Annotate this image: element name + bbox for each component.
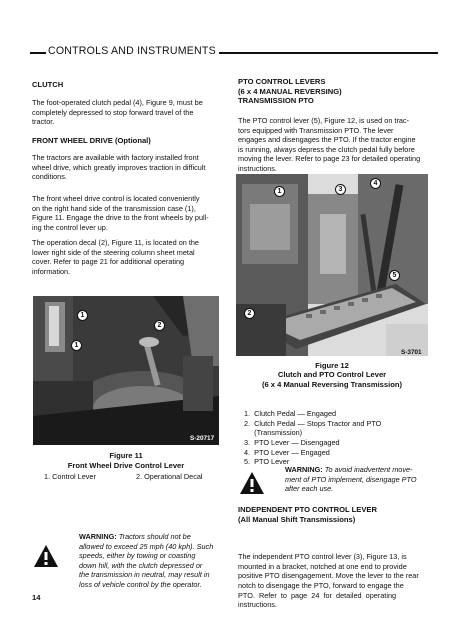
- page-number: 14: [32, 593, 41, 602]
- callout-2: 1: [77, 310, 88, 321]
- figure-11-item-2: 2. Operational Decal: [136, 472, 203, 481]
- callout-4: 4: [370, 178, 381, 189]
- figure-11-title: Figure 11: [109, 451, 143, 460]
- pto-levers-heading: PTO CONTROL LEVERS (6 x 4 MANUAL REVERSING) TRANSMISSION PTO: [238, 77, 342, 106]
- callout-3: 3: [335, 184, 346, 195]
- figure-12-subtitle-2: (6 x 4 Manual Reversing Transmission): [261, 380, 403, 389]
- figure-11-code: S-20717: [190, 435, 215, 442]
- header-rule-left: [30, 52, 46, 54]
- warning-2-label: WARNING:: [285, 465, 323, 474]
- warning-1-label: WARNING:: [79, 532, 117, 541]
- clutch-pto-illustration: [236, 174, 428, 356]
- independent-pto-heading: INDEPENDENT PTO CONTROL LEVER (All Manual Shift Transmissions): [238, 505, 377, 524]
- figure-11-photo: [33, 296, 219, 445]
- warning-1-text: WARNING: Tractors should not be allowed to exceed 25 mph (40 kph). Such speeds, either by towing or coasting down hill, with the clutch depressed or the transmission in neutral, may result in loss of vehicle control by the operator.: [79, 532, 214, 589]
- figure-12-photo: [236, 174, 428, 356]
- tractor-front-drive-illustration: [33, 296, 219, 445]
- callout-1: 1: [274, 186, 285, 197]
- callout-1: 2: [154, 320, 165, 331]
- clutch-body: The foot-operated clutch pedal (4), Figure 9, must be completely depressed to stop forward travel of the tractor.: [32, 98, 203, 127]
- figure-12-code: S-3701: [401, 349, 422, 356]
- callout-1: 1: [71, 340, 82, 351]
- callout-2: 2: [244, 308, 255, 319]
- fwd-heading: FRONT WHEEL DRIVE (Optional): [32, 136, 151, 145]
- independent-pto-body: The independent PTO control lever (3), Figure 13, is mounted in a bracket, notched at one end to provide positive PTO disengagement. Move the lever to the rear notch to disengage the PTO, forward to engage the PTO. Refer to page 24 for detailed operating instructions.: [238, 552, 419, 610]
- figure-12-subtitle-1: Clutch and PTO Control Lever: [277, 370, 387, 379]
- figure-12-title: Figure 12: [315, 361, 349, 370]
- fwd-para-3: The operation decal (2), Figure 11, is located on the lower right side of the steering column sheet metal cover. Refer to page 21 for additional operating information.: [32, 238, 199, 276]
- figure-11-subtitle: Front Wheel Drive Control Lever: [67, 461, 185, 470]
- pto-levers-body: The PTO control lever (5), Figure 12, is used on trac- tors equipped with Transmission PTO. The lever engages and disengages the PTO. If the tractor engine is running, always depress the clutch pedal fully before moving the lever. Refer to page 23 for detailed operating instructions.: [238, 116, 421, 173]
- callout-5: 5: [389, 270, 400, 281]
- warning-icon: [239, 471, 265, 495]
- figure-11-item-1: 1. Control Lever: [44, 472, 96, 481]
- header-rule-right: [219, 52, 438, 54]
- clutch-heading: CLUTCH: [32, 80, 64, 89]
- fwd-para-2: The front wheel drive control is located conveniently on the right hand side of the transmission case (1), Figure 11. Engage the drive to the front wheels by pull- ing the control lever up.: [32, 194, 209, 232]
- figure-12-list: 1. Clutch Pedal — Engaged 2. Clutch Pedal — Stops Tractor and PTO (Transmission) 3. PTO Lever — Disengaged 4. PTO Lever — Engaged 5. PTO Lever: [244, 409, 382, 467]
- page-title: CONTROLS AND INSTRUMENTS: [48, 45, 216, 57]
- fwd-para-1: The tractors are available with factory installed front wheel drive, which greatly improves traction in difficult conditions.: [32, 153, 206, 182]
- warning-icon: [33, 544, 59, 568]
- warning-2-text: WARNING: To avoid inadvertent move- ment of PTO implement, disengage PTO after each use.: [285, 465, 417, 494]
